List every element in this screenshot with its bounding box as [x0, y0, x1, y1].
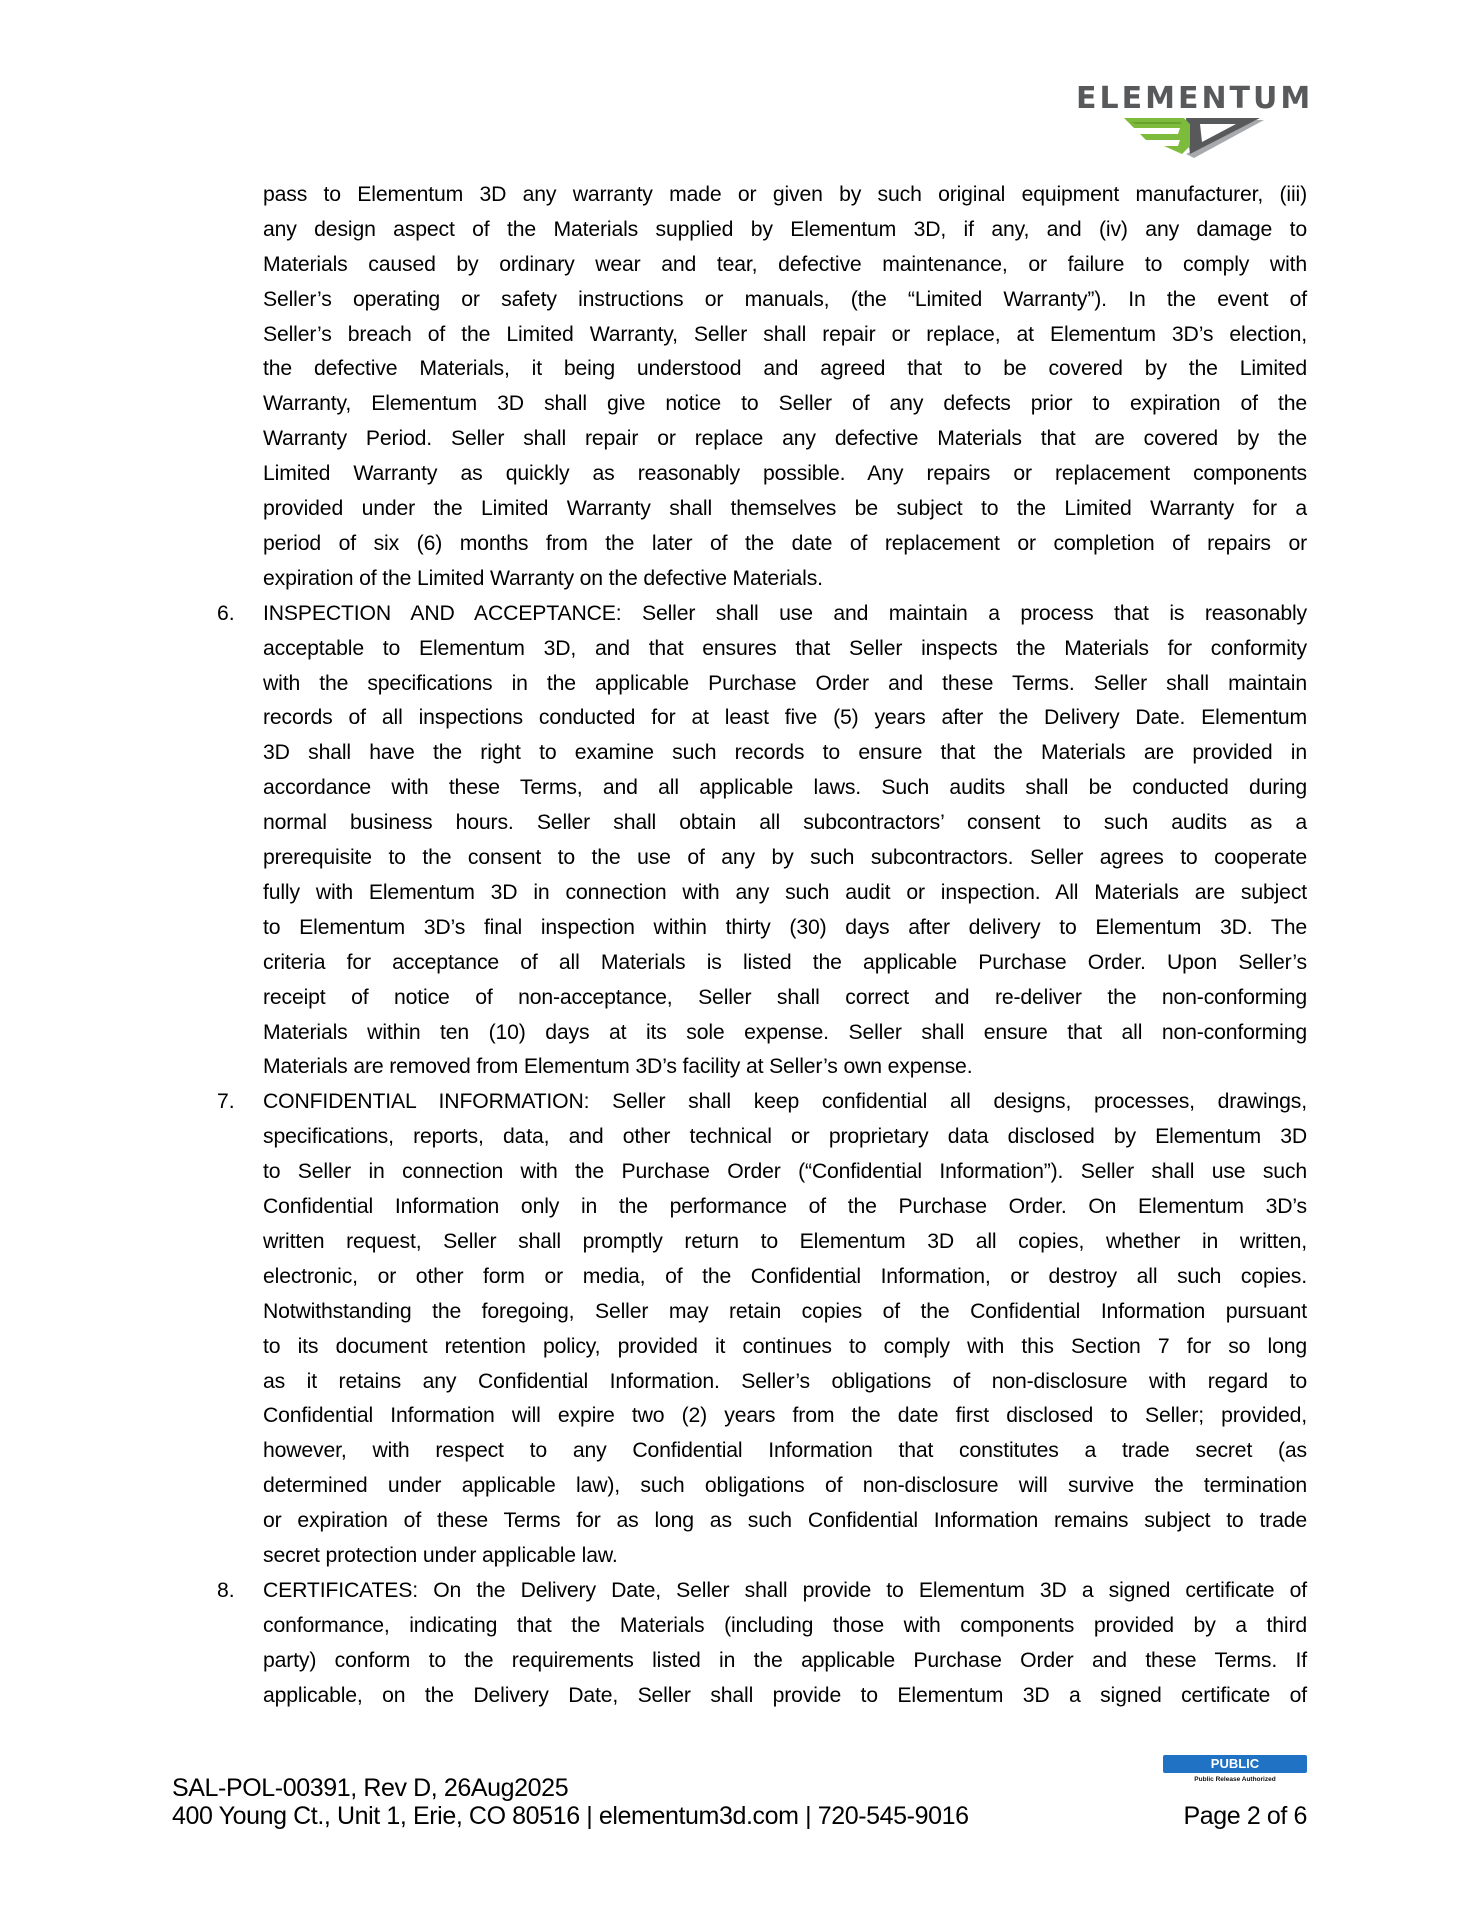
section-6-line: fully with Elementum 3D in connection with any such audit or inspection. All Materials are subject [263, 881, 1307, 904]
section-7-line: determined under applicable law), such obligations of non-disclosure will survive the termination [263, 1474, 1307, 1497]
body-line: provided under the Limited Warranty shall themselves be subject to the Limited Warranty for a [263, 497, 1307, 520]
elementum-3d-logo [1076, 82, 1312, 160]
section-7-line: to its document retention policy, provided it continues to comply with this Section 7 for so long [263, 1335, 1307, 1358]
body-line: the defective Materials, it being understood and agreed that to be covered by the Limited [263, 357, 1307, 380]
section-6-line: prerequisite to the consent to the use of any by such subcontractors. Seller agrees to cooperate [263, 846, 1307, 869]
section-6-line: INSPECTION AND ACCEPTANCE: Seller shall use and maintain a process that is reasonably [263, 602, 1307, 625]
logo-3d-wing-icon [1124, 116, 1264, 158]
body-line: expiration of the Limited Warranty on the defective Materials. [263, 567, 823, 590]
body-line: Seller’s breach of the Limited Warranty, Seller shall repair or replace, at Elementum 3D’s election, [263, 323, 1307, 346]
body-line: Warranty, Elementum 3D shall give notice to Seller of any defects prior to expiration of the [263, 392, 1307, 415]
classification-subtext: Public Release Authorized [1194, 1776, 1276, 1783]
section-7-line: Confidential Information will expire two (2) years from the date first disclosed to Seller; provided, [263, 1404, 1307, 1427]
section-7-line: Notwithstanding the foregoing, Seller may retain copies of the Confidential Information pursuant [263, 1300, 1307, 1323]
section-6-line: receipt of notice of non-acceptance, Seller shall correct and re-deliver the non-conforming [263, 986, 1307, 1009]
section-6-line: acceptable to Elementum 3D, and that ensures that Seller inspects the Materials for conformity [263, 637, 1307, 660]
section-6-line: with the specifications in the applicable Purchase Order and these Terms. Seller shall maintain [263, 672, 1307, 695]
section-6-line: 3D shall have the right to examine such records to ensure that the Materials are provided in [263, 741, 1307, 764]
section-7-line: specifications, reports, data, and other technical or proprietary data disclosed by Elementum 3D [263, 1125, 1307, 1148]
section-6-line: Materials within ten (10) days at its sole expense. Seller shall ensure that all non-conforming [263, 1021, 1307, 1044]
section-6-line: normal business hours. Seller shall obtain all subcontractors’ consent to such audits as a [263, 811, 1307, 834]
body-line: Limited Warranty as quickly as reasonably possible. Any repairs or replacement components [263, 462, 1307, 485]
section-8-line: applicable, on the Delivery Date, Seller shall provide to Elementum 3D a signed certificate of [263, 1684, 1307, 1707]
section-7-line: to Seller in connection with the Purchase Order (“Confidential Information”). Seller shall use such [263, 1160, 1307, 1183]
section-number: 6. [217, 602, 235, 625]
body-line: Warranty Period. Seller shall repair or replace any defective Materials that are covered by the [263, 427, 1307, 450]
section-7-line: Confidential Information only in the performance of the Purchase Order. On Elementum 3D’s [263, 1195, 1307, 1218]
footer-doc-id: SAL-POL-00391, Rev D, 26Aug2025 [172, 1774, 569, 1802]
section-6-line: accordance with these Terms, and all applicable laws. Such audits shall be conducted during [263, 776, 1307, 799]
section-8-line: party) conform to the requirements listed in the applicable Purchase Order and these Terms. If [263, 1649, 1307, 1672]
section-7-line: written request, Seller shall promptly return to Elementum 3D all copies, whether in written, [263, 1230, 1307, 1253]
section-7-line: or expiration of these Terms for as long as such Confidential Information remains subject to trade [263, 1509, 1307, 1532]
body-line: pass to Elementum 3D any warranty made or given by such original equipment manufacturer, (iii) [263, 183, 1307, 206]
section-6-line: criteria for acceptance of all Materials is listed the applicable Purchase Order. Upon Seller’s [263, 951, 1307, 974]
logo-wordmark: ELEMENTUM [1076, 81, 1314, 116]
section-6-line: records of all inspections conducted for at least five (5) years after the Delivery Date. Elementum [263, 706, 1307, 729]
section-8-line: conformance, indicating that the Materials (including those with components provided by a third [263, 1614, 1307, 1637]
section-6-line: Materials are removed from Elementum 3D’s facility at Seller’s own expense. [263, 1055, 973, 1078]
page-number: Page 2 of 6 [1183, 1802, 1307, 1830]
section-7-line: CONFIDENTIAL INFORMATION: Seller shall keep confidential all designs, processes, drawings, [263, 1090, 1307, 1113]
section-number: 8. [217, 1579, 235, 1602]
section-7-line: secret protection under applicable law. [263, 1544, 618, 1567]
section-number: 7. [217, 1090, 235, 1113]
section-7-line: as it retains any Confidential Information. Seller’s obligations of non-disclosure with regard to [263, 1370, 1307, 1393]
body-line: Materials caused by ordinary wear and tear, defective maintenance, or failure to comply with [263, 253, 1307, 276]
body-line: period of six (6) months from the later of the date of replacement or completion of repairs or [263, 532, 1307, 555]
section-7-line: however, with respect to any Confidential Information that constitutes a trade secret (as [263, 1439, 1307, 1462]
footer-address: 400 Young Ct., Unit 1, Erie, CO 80516 | elementum3d.com | 720-545-9016 [172, 1802, 969, 1830]
section-7-line: electronic, or other form or media, of the Confidential Information, or destroy all such copies. [263, 1265, 1307, 1288]
body-line: any design aspect of the Materials supplied by Elementum 3D, if any, and (iv) any damage to [263, 218, 1307, 241]
section-6-line: to Elementum 3D’s final inspection within thirty (30) days after delivery to Elementum 3D. The [263, 916, 1307, 939]
body-line: Seller’s operating or safety instructions or manuals, (the “Limited Warranty”). In the event of [263, 288, 1307, 311]
classification-badge: PUBLIC [1163, 1755, 1307, 1773]
section-8-line: CERTIFICATES: On the Delivery Date, Seller shall provide to Elementum 3D a signed certificate of [263, 1579, 1307, 1602]
